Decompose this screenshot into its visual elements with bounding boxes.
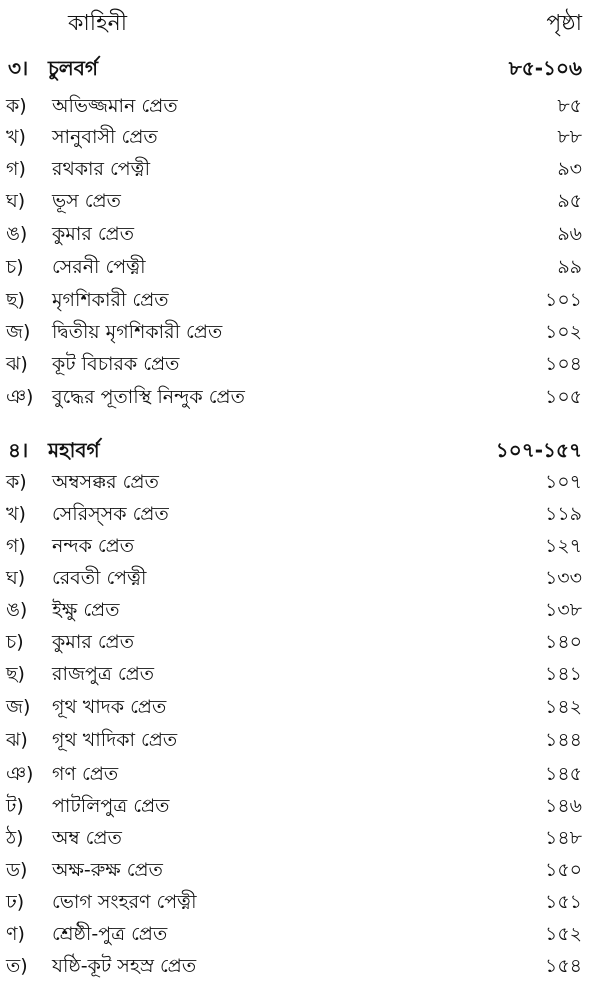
toc-entry[interactable] (0, 383, 600, 415)
toc-entry[interactable] (0, 500, 600, 532)
entry-page: ১০৫ (544, 386, 582, 408)
entry-title: কুমার প্রেত (52, 223, 134, 245)
entry-page: ১৫৪ (545, 955, 582, 977)
toc-entry[interactable] (0, 123, 600, 155)
entry-title: দ্বিতীয় মৃগশিকারী প্রেত (52, 321, 223, 343)
toc-entry[interactable] (0, 92, 600, 124)
toc-entry[interactable] (0, 220, 600, 252)
toc-entry[interactable] (0, 628, 600, 660)
toc-entry[interactable] (0, 286, 600, 318)
entry-page: ৯৩ (557, 158, 582, 180)
section-heading (0, 436, 600, 468)
entry-title: ভোগ সংহরণ পেত্নী (52, 891, 197, 913)
toc-entry[interactable] (0, 253, 600, 285)
entry-letter: ঝ) (6, 353, 28, 375)
entry-letter: ছ) (6, 663, 25, 685)
entry-title: সেরিস্সক প্রেত (52, 503, 169, 525)
entry-letter: ঞ) (6, 386, 34, 408)
entry-title: গূথ খাদিকা প্রেত (52, 729, 178, 751)
entry-letter: ত) (6, 955, 28, 977)
toc-entry[interactable] (0, 318, 600, 350)
section-page-range: ১০৭-১৫৭ (495, 438, 582, 462)
entry-letter: ঙ) (6, 223, 28, 245)
toc-entry[interactable] (0, 350, 600, 382)
entry-title: মৃগশিকারী প্রেত (52, 289, 169, 311)
entry-page: ১৩৮ (544, 599, 582, 621)
entry-page: ৯৯ (557, 256, 582, 278)
toc-entry[interactable] (0, 920, 600, 952)
entry-letter: ঞ) (6, 763, 34, 785)
toc-entry[interactable] (0, 760, 600, 792)
entry-title: গূথ খাদক প্রেত (52, 696, 167, 718)
section-heading (0, 54, 600, 86)
entry-title: কুমার প্রেত (52, 631, 134, 653)
entry-title: অক্ষ-রুক্ষ প্রেত (52, 859, 163, 881)
entry-letter: ক) (6, 95, 27, 117)
entry-letter: খ) (6, 503, 26, 525)
entry-page: ১০৪ (544, 353, 582, 375)
entry-page: ১৫১ (545, 891, 582, 913)
entry-page: ১৫০ (544, 859, 582, 881)
entry-page: ১০১ (544, 289, 582, 311)
entry-page: ১০৭ (544, 471, 582, 493)
entry-page: ৯৫ (557, 190, 582, 212)
entry-title: পাটলিপুত্র প্রেত (52, 795, 170, 817)
entry-page: ১২৭ (544, 535, 582, 557)
entry-page: ৮৮ (557, 126, 582, 148)
entry-title: যষ্ঠি-কূট সহস্র প্রেত (52, 955, 197, 977)
entry-title: রেবতী পেত্নী (52, 567, 147, 589)
entry-page: ১৪৮ (545, 827, 582, 849)
toc-entry[interactable] (0, 468, 600, 500)
entry-letter: ঠ) (6, 827, 24, 849)
entry-title: সেরনী পেত্নী (52, 256, 146, 278)
toc-entry[interactable] (0, 952, 600, 984)
section-title: চুলবর্গ (48, 56, 98, 80)
toc-entry[interactable] (0, 187, 600, 219)
entry-page: ১৪০ (544, 631, 582, 653)
entry-title: সানুবাসী প্রেত (52, 126, 158, 148)
entry-page: ৮৫ (557, 95, 582, 117)
entry-letter: জ) (6, 696, 31, 718)
entry-page: ১৪৬ (544, 795, 582, 817)
section-number: ৪। (8, 438, 29, 462)
toc-entry[interactable] (0, 726, 600, 758)
entry-title: রথকার পেত্নী (52, 158, 151, 180)
entry-page: ১৪২ (544, 696, 582, 718)
entry-page: ১১৯ (545, 503, 582, 525)
toc-entry[interactable] (0, 856, 600, 888)
entry-title: শ্রেষ্ঠী-পুত্র প্রেত (52, 923, 168, 945)
entry-page: ১০২ (544, 321, 582, 343)
entry-title: অম্ব প্রেত (52, 827, 122, 849)
entry-page: ৯৬ (557, 223, 582, 245)
toc-entry[interactable] (0, 155, 600, 187)
toc-entry[interactable] (0, 888, 600, 920)
toc-entry[interactable] (0, 532, 600, 564)
entry-letter: ক) (6, 471, 27, 493)
entry-letter: ট) (6, 795, 24, 817)
entry-letter: ণ) (6, 923, 25, 945)
entry-title: রাজপুত্র প্রেত (52, 663, 155, 685)
entry-title: অম্বসক্কর প্রেত (52, 471, 159, 493)
entry-title: বুদ্ধের পূতাস্থি নিন্দুক প্রেত (52, 386, 245, 408)
entry-letter: চ) (6, 256, 24, 278)
toc-entry[interactable] (0, 596, 600, 628)
entry-letter: ঘ) (6, 190, 26, 212)
toc-entry[interactable] (0, 824, 600, 856)
entry-letter: খ) (6, 126, 26, 148)
entry-letter: ঝ) (6, 729, 28, 751)
entry-letter: ঙ) (6, 599, 28, 621)
toc-entry[interactable] (0, 564, 600, 596)
entry-page: ১৪১ (545, 663, 582, 685)
entry-letter: জ) (6, 321, 31, 343)
section-title: মহাবর্গ (48, 438, 100, 462)
entry-letter: ঘ) (6, 567, 26, 589)
entry-letter: ঢ) (6, 891, 25, 913)
entry-title: ভূস প্রেত (52, 190, 121, 212)
header-contents-label: কাহিনী (68, 11, 128, 36)
entry-letter: ছ) (6, 289, 25, 311)
entry-letter: ড) (6, 859, 28, 881)
entry-title: অভিজ্জমান প্রেত (52, 95, 178, 117)
section-page-range: ৮৫-১০৬ (508, 56, 582, 80)
entry-page: ১৫২ (544, 923, 582, 945)
entry-page: ১৩৩ (544, 567, 582, 589)
entry-letter: গ) (6, 535, 26, 557)
entry-title: কূট বিচারক প্রেত (52, 353, 180, 375)
toc-entry[interactable] (0, 660, 600, 692)
entry-title: গণ প্রেত (52, 763, 119, 785)
entry-title: নন্দক প্রেত (52, 535, 135, 557)
entry-page: ১৪৫ (545, 763, 582, 785)
entry-title: ইক্ষু প্রেত (52, 599, 120, 621)
entry-letter: গ) (6, 158, 26, 180)
section-number: ৩। (8, 56, 29, 80)
header-page-label: পৃষ্ঠা (546, 11, 582, 36)
toc-entry[interactable] (0, 792, 600, 824)
entry-letter: চ) (6, 631, 24, 653)
entry-page: ১৪৪ (545, 729, 582, 751)
toc-entry[interactable] (0, 693, 600, 725)
